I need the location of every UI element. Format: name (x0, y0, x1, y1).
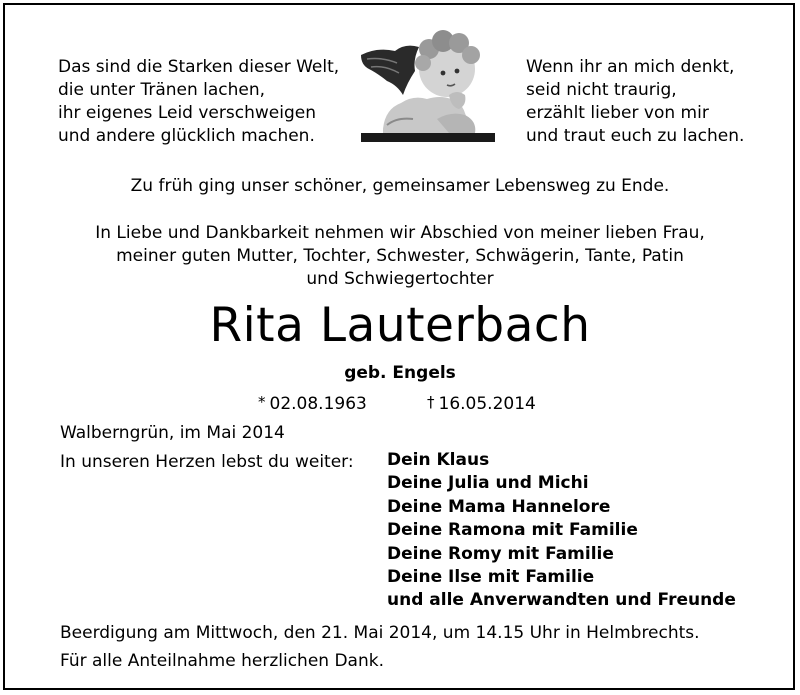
thanks-line: Für alle Anteilnahme herzlichen Dank. (60, 651, 384, 671)
poem-line: erzählt lieber von mir (526, 103, 709, 123)
mourner: Deine Ramona mit Familie (387, 520, 638, 541)
mourner: Deine Julia und Michi (387, 473, 589, 494)
poem-line: die unter Tränen lachen, (58, 80, 266, 100)
poem-line: ihr eigenes Leid verschweigen (58, 103, 316, 123)
death-date (427, 391, 536, 416)
remembrance-line: In unseren Herzen lebst du weiter: (60, 452, 354, 472)
farewell-text (0, 222, 800, 291)
farewell-line: meiner guten Mutter, Tochter, Schwester, Schwägerin, Tante, Patin (116, 246, 684, 266)
funeral-info: Beerdigung am Mittwoch, den 21. Mai 2014, um 14.15 Uhr in Helmbrechts. (60, 623, 700, 643)
mourner: Deine Mama Hannelore (387, 496, 611, 517)
mourner: und alle Anverwandten und Freunde (387, 590, 736, 611)
poem-line: Wenn ihr an mich denkt, (526, 57, 735, 77)
poem-line: und andere glücklich machen. (58, 126, 315, 146)
intro-text: Zu früh ging unser schöner, gemeinsamer Lebensweg zu Ende. (130, 176, 670, 196)
birth-star-icon: * (258, 393, 266, 411)
cherub-angel-icon (357, 25, 497, 143)
mourners-list (387, 449, 736, 613)
poem-line: seid nicht traurig, (526, 80, 677, 100)
farewell-line: In Liebe und Dankbarkeit nehmen wir Abschied von meiner lieben Frau, (95, 223, 705, 243)
poem-line: und traut euch zu lachen. (526, 126, 745, 146)
birth-date-value: 02.08.1963 (269, 394, 367, 414)
deceased-name: Rita Lauterbach (209, 298, 591, 353)
farewell-line: und Schwiegertochter (306, 269, 494, 289)
death-date-value: 16.05.2014 (438, 394, 536, 414)
place-date: Walberngrün, im Mai 2014 (60, 423, 285, 443)
death-cross-icon: † (427, 393, 435, 411)
birth-date (258, 391, 367, 416)
maiden-name: geb. Engels (344, 363, 456, 383)
mourner: Dein Klaus (387, 450, 490, 470)
mourner: Deine Ilse mit Familie (387, 567, 595, 588)
poem-right (526, 56, 744, 148)
mourner: Deine Romy mit Familie (387, 543, 614, 564)
poem-left (58, 56, 339, 148)
poem-line: Das sind die Starken dieser Welt, (58, 57, 340, 77)
